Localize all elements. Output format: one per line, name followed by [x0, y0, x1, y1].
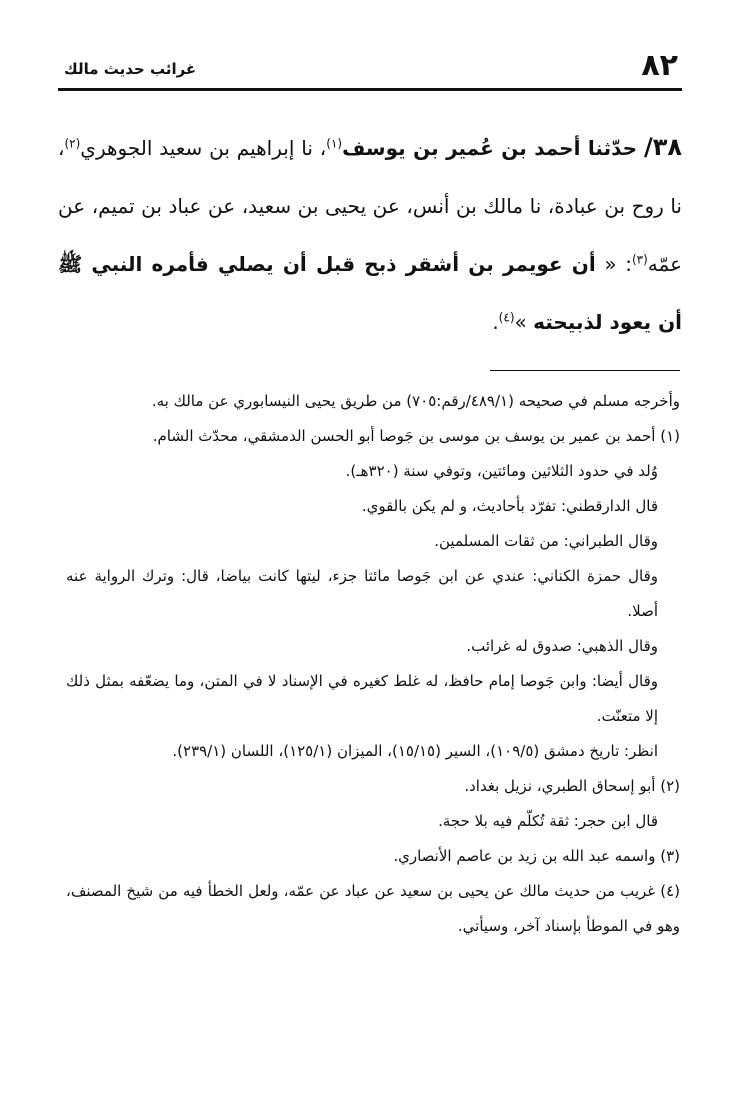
footnote-1-line-3: قال الدارقطني: تفرّد بأحاديث، و لم يكن بالقوي.	[361, 497, 658, 515]
isnad-part-3: ، نا روح بن عبادة، نا مالك بن أنس، عن يحيى بن سعيد، عن عباد بن تميم، عن عمّه	[58, 136, 682, 276]
footnote-1-line-7: وقال أيضا: وابن جَوصا إمام حافظ، له غلط كغيره في الإسناد لا في المتن، وما يضعّفه بمثل ذلك إلا متعنّت.	[66, 672, 658, 725]
isnad-opening: حدّثنا أحمد بن عُمير بن يوسف	[342, 136, 638, 160]
header-rule	[58, 88, 682, 91]
hadith-number: ٣٨/	[643, 133, 683, 161]
footnote-ref-4: (٤)	[498, 310, 515, 325]
footnote-1-line-4: وقال الطبراني: من ثقات المسلمين.	[434, 532, 658, 550]
quote-close: »	[514, 310, 534, 334]
footnote-2-line-2: قال ابن حجر: ثقة تُكلّم فيه بلا حجة.	[438, 812, 658, 830]
footnote-1-line-2: وُلد في حدود الثلاثين ومائتين، وتوفي سنة (٣٢٠هـ).	[345, 462, 658, 480]
hadith-end: .	[492, 310, 499, 334]
footnotes	[66, 384, 680, 944]
quote-open: : «	[595, 252, 632, 276]
page-header	[58, 44, 682, 92]
footnote-1-line-5: وقال حمزة الكناني: عندي عن ابن جَوصا مائتا جزء، ليتها كانت بياضا، قال: وترك الرواية عنه أصلا.	[66, 567, 658, 620]
footnote-1-line-1: (١) أحمد بن عمير بن يوسف بن موسى بن جَوصا أبو الحسن الدمشقي، محدّث الشام.	[152, 427, 680, 445]
hadith-matn: أن عويمر بن أشقر ذبح قبل أن يصلي فأمره النبي ﷺ أن يعود لذبيحته	[58, 252, 682, 334]
takhrij-note: وأخرجه مسلم في صحيحه (٤٨٩/١/رقم:٧٠٥) من طريق يحيى النيسابوري عن مالك به.	[151, 392, 680, 410]
footnote-1-line-8: انظر: تاريخ دمشق (١٠٩/٥)، السير (١٥/١٥)، الميزان (١٢٥/١)، اللسان (٢٣٩/١).	[172, 742, 658, 760]
hadith-text	[58, 118, 682, 351]
footnote-2-line-1: (٢) أبو إسحاق الطبري، نزيل بغداد.	[464, 777, 680, 795]
footnote-3: (٣) واسمه عبد الله بن زيد بن عاصم الأنصاري.	[393, 847, 680, 865]
running-title: غرائب حديث مالك	[64, 60, 197, 78]
page-number: ٨٢	[641, 48, 678, 83]
footnote-separator	[490, 370, 680, 371]
footnote-ref-2: (٢)	[64, 136, 81, 151]
footnote-ref-1: (١)	[326, 136, 343, 151]
isnad-part-2: ، نا إبراهيم بن سعيد الجوهري	[80, 136, 327, 160]
footnote-ref-3: (٣)	[631, 252, 648, 267]
footnote-1-line-6: وقال الذهبي: صدوق له غرائب.	[466, 637, 658, 655]
footnote-4: (٤) غريب من حديث مالك عن يحيى بن سعيد عن عباد عن عمّه، ولعل الخطأ فيه من شيخ المصنف، وهو في الموطأ بإسناد آخر، وسيأتي.	[66, 882, 680, 935]
